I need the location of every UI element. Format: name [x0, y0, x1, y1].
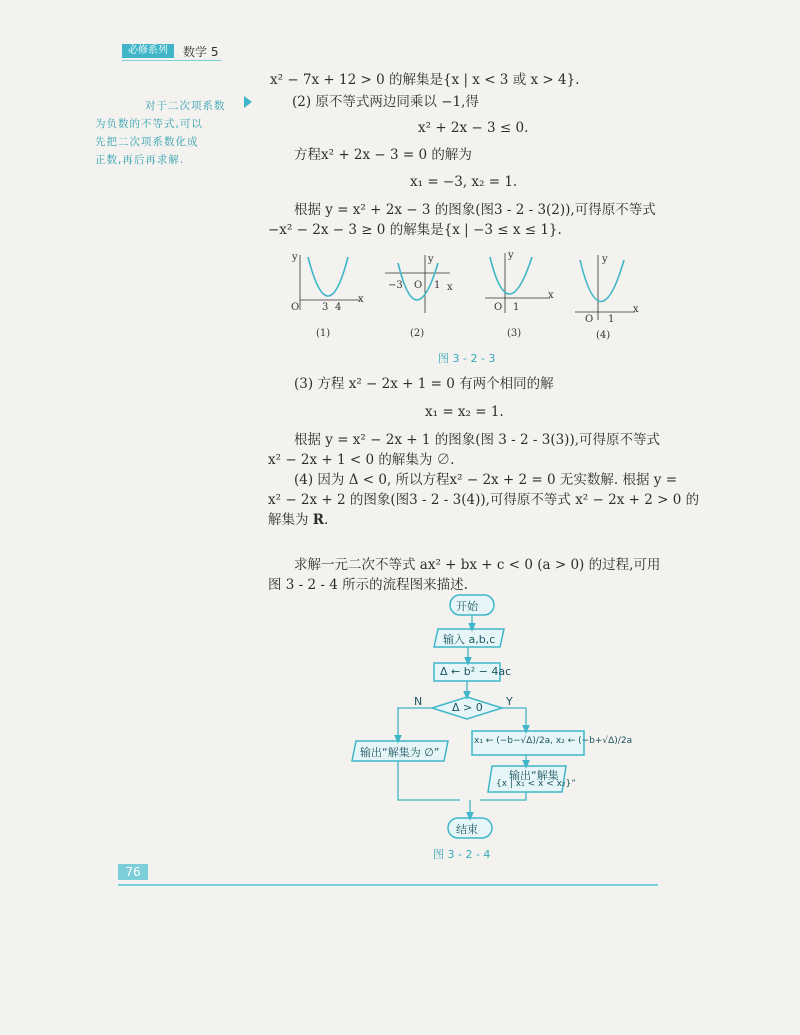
graph-axis-x: x: [633, 304, 639, 315]
body-line: 根据 y = x² + 2x − 3 的图象(图3 - 2 - 3(2)),可得原不等式: [294, 202, 656, 218]
graph-axis-x: x: [447, 282, 453, 293]
equation: x₁ = −3, x₂ = 1.: [410, 174, 518, 190]
body-line: [268, 510, 328, 530]
graph-tick: 3: [322, 302, 329, 313]
book-title: 数学 5: [183, 45, 219, 59]
flow-delta-label: Δ ← b² − 4ac: [440, 665, 512, 678]
flow-input-label: 输入 a,b,c: [443, 633, 496, 646]
flow-start-label: 开始: [456, 600, 478, 613]
flow-output-set: {x | x₁ < x < x₂}”: [496, 779, 576, 789]
side-note: [95, 97, 243, 169]
graph-axis-y: y: [292, 252, 298, 263]
parabola-curve: [308, 257, 348, 296]
series-badge: 必修系列: [122, 44, 174, 58]
side-note-line: 先把二次项系数化成: [95, 136, 199, 148]
side-note-line: 为负数的不等式,可以: [95, 118, 203, 130]
body-line: (3) 方程 x² − 2x + 1 = 0 有两个相同的解: [294, 376, 554, 392]
body-line: 图 3 - 2 - 4 所示的流程图来描述.: [268, 577, 468, 593]
body-line: (2) 原不等式两边同乘以 −1,得: [292, 94, 479, 110]
figure-caption: 图 3 - 2 - 3: [438, 352, 496, 365]
body-line: x² − 7x + 12 > 0 的解集是{x | x < 3 或 x > 4}.: [270, 72, 580, 88]
body-text: .: [324, 512, 329, 528]
side-note-pointer-icon: [244, 96, 252, 108]
graph-label: (4): [596, 330, 611, 341]
body-line: 根据 y = x² − 2x + 1 的图象(图 3 - 2 - 3(3)),可得原不等式: [294, 432, 661, 448]
flowchart-diagram: [340, 590, 600, 850]
footer-rule: [118, 884, 658, 886]
header-rule: [122, 60, 222, 61]
body-text: 解集为: [268, 512, 313, 528]
body-line: 方程x² + 2x − 3 = 0 的解为: [294, 147, 472, 163]
graph-label: (1): [316, 328, 331, 339]
graph-origin: O: [414, 280, 423, 291]
side-note-line: 正数,再后再求解.: [95, 154, 185, 166]
flow-decision-label: Δ > 0: [452, 701, 483, 714]
body-line: 求解一元二次不等式 ax² + bx + c < 0 (a > 0) 的过程,可用: [294, 557, 661, 573]
graph-tick: 4: [335, 302, 342, 313]
graph-axis-y: y: [602, 254, 608, 265]
flow-no-output-label: 输出“解集为 ∅”: [360, 746, 440, 759]
flow-output-label: 输出“解集: [509, 769, 559, 782]
graph-tick: 1: [513, 302, 520, 313]
body-line: (4) 因为 Δ < 0, 所以方程x² − 2x + 2 = 0 无实数解. 根据 y =: [294, 472, 678, 488]
graph-label: (2): [410, 328, 425, 339]
page-number: 76: [118, 864, 148, 880]
flow-yes-label: Y: [506, 695, 513, 708]
parabola-curve: [490, 257, 532, 294]
side-note-line: 对于二次项系数: [145, 100, 226, 112]
graph-label: (3): [507, 328, 522, 339]
graph-axis-y: y: [428, 254, 434, 265]
graph-tick: 1: [434, 280, 441, 291]
graph-axis-x: x: [358, 294, 364, 305]
graph-origin: O: [291, 302, 300, 313]
graph-tick: 1: [608, 314, 615, 325]
flow-end-label: 结束: [456, 823, 478, 836]
graph-origin: O: [585, 314, 594, 325]
graph-axis-x: x: [548, 290, 554, 301]
flow-no-label: N: [414, 695, 423, 708]
flow-roots-label: x₁ ← (−b−√Δ)/2a, x₂ ← (−b+√Δ)/2a: [474, 736, 633, 746]
figure-caption: 图 3 - 2 - 4: [433, 848, 491, 861]
graph-tick: −3: [388, 280, 403, 291]
body-line: −x² − 2x − 3 ≥ 0 的解集是{x | −3 ≤ x ≤ 1}.: [268, 222, 562, 238]
parabola-curve: [580, 260, 624, 302]
graph-axis-y: y: [508, 250, 514, 261]
equation: x₁ = x₂ = 1.: [425, 404, 504, 420]
body-line: x² − 2x + 2 的图象(图3 - 2 - 3(4)),可得原不等式 x² − 2x + 2 > 0 的: [268, 492, 700, 508]
real-numbers-symbol: R: [312, 512, 325, 528]
body-line: x² − 2x + 1 < 0 的解集为 ∅.: [268, 452, 455, 468]
equation: x² + 2x − 3 ≤ 0.: [418, 120, 529, 136]
graph-origin: O: [494, 302, 503, 313]
